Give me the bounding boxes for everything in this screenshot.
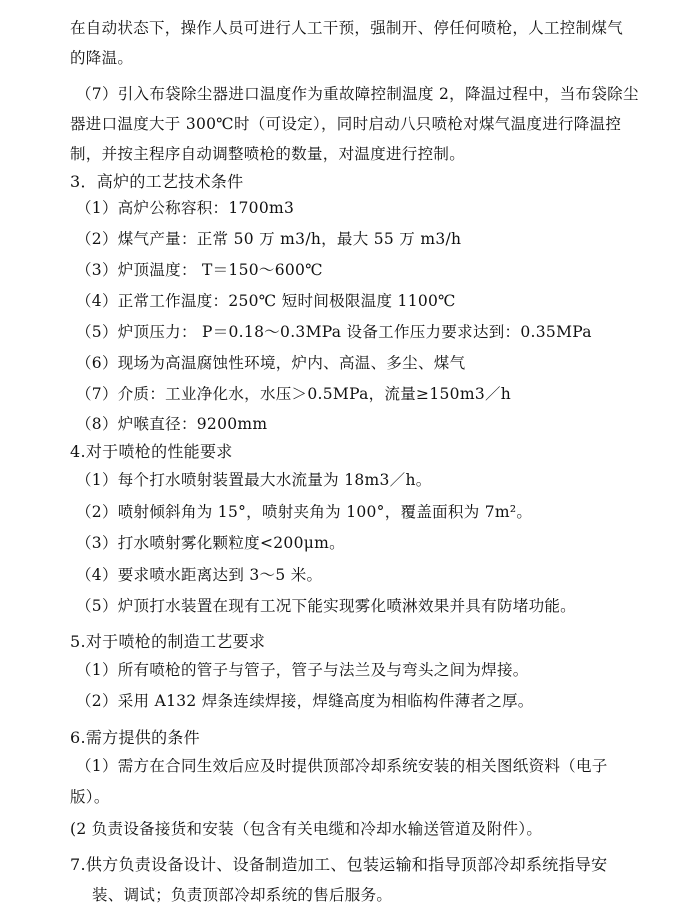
text-line: 器进口温度大于 300℃时（可设定），同时启动八只喷枪对煤气温度进行降温控 <box>70 115 622 133</box>
section-heading: 4.对于喷枪的性能要求 <box>70 442 233 461</box>
list-item: （3）炉顶温度： T＝150～600℃ <box>76 261 323 279</box>
text-line: 装、调试；负责顶部冷却系统的售后服务。 <box>92 886 393 904</box>
text-line: 的降温。 <box>70 49 134 67</box>
text-line: 版）。 <box>70 788 110 806</box>
text-line: 在自动状态下，操作人员可进行人工干预，强制开、停任何喷枪，人工控制煤气 <box>70 19 624 37</box>
list-item: （1）高炉公称容积：1700m3 <box>76 199 295 217</box>
text-line: （7）引入布袋除尘器进口温度作为重故障控制温度 2，降温过程中，当布袋除尘 <box>76 85 639 103</box>
text-line: 制，并按主程序自动调整喷枪的数量，对温度进行控制。 <box>70 145 466 163</box>
section-heading: 6.需方提供的条件 <box>70 728 200 747</box>
list-item: （4）要求喷水距离达到 3～5 米。 <box>76 566 323 584</box>
list-item: （5）炉顶打水装置在现有工况下能实现雾化喷淋效果并具有防堵功能。 <box>76 597 576 615</box>
section-heading: 5.对于喷枪的制造工艺要求 <box>70 632 266 651</box>
section-heading: 7.供方负责设备设计、设备制造加工、包装运输和指导顶部冷却系统指导安 <box>70 855 608 874</box>
list-item: (2 负责设备接货和安装（包含有关电缆和冷却水输送管道及附件）。 <box>70 820 543 838</box>
list-item: （6）现场为高温腐蚀性环境，炉内、高温、多尘、煤气 <box>76 354 466 372</box>
list-item: （1）每个打水喷射装置最大水流量为 18m3／h。 <box>76 471 432 489</box>
section-heading: 3．高炉的工艺技术条件 <box>70 172 244 191</box>
list-item: （4）正常工作温度：250℃ 短时间极限温度 1100℃ <box>76 292 456 310</box>
list-item: （3）打水喷射雾化颗粒度<200μm。 <box>76 534 345 552</box>
list-item: （8）炉喉直径：9200mm <box>76 415 268 433</box>
list-item: （2）喷射倾斜角为 15°，喷射夹角为 100°，覆盖面积为 7m²。 <box>76 503 533 521</box>
list-item: （5）炉顶压力： P＝0.18～0.3MPa 设备工作压力要求达到：0.35MPa <box>76 323 592 341</box>
list-item: （7）介质：工业净化水，水压＞0.5MPa，流量≥150m3／h <box>76 385 512 403</box>
list-item: （1）需方在合同生效后应及时提供顶部冷却系统安装的相关图纸资料（电子 <box>76 757 608 775</box>
list-item: （2）采用 A132 焊条连续焊接，焊缝高度为相临构件薄者之厚。 <box>76 692 534 710</box>
list-item: （1）所有喷枪的管子与管子，管子与法兰及与弯头之间为焊接。 <box>76 661 529 679</box>
list-item: （2）煤气产量：正常 50 万 m3/h，最大 55 万 m3/h <box>76 230 462 248</box>
